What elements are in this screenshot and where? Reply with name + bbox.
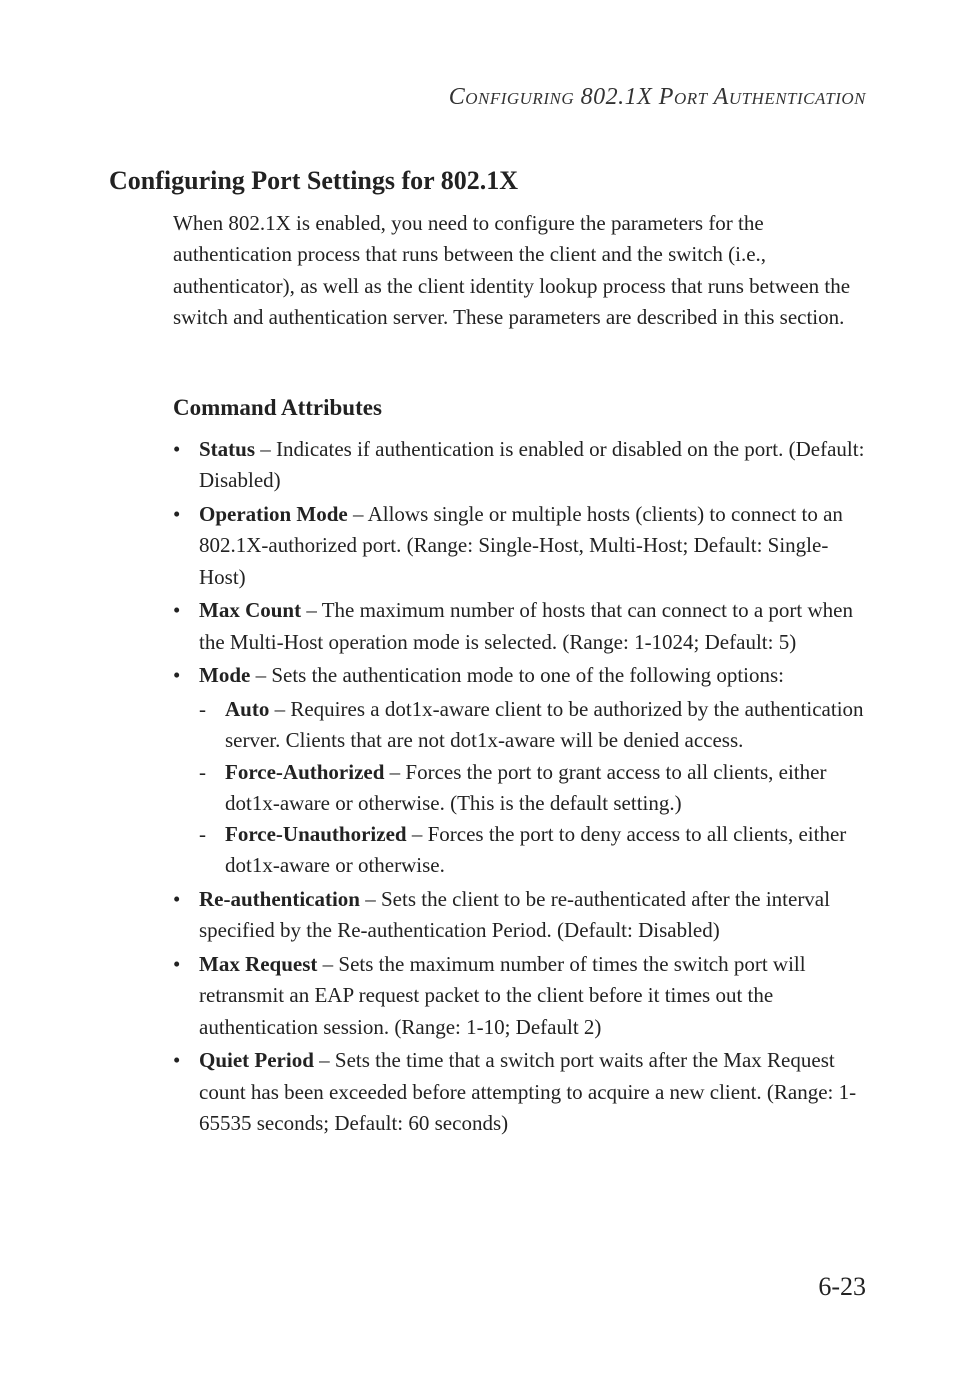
mode-option-auto: [199, 694, 873, 757]
running-header-authentication: UTHENTICATION: [728, 89, 866, 108]
option-term: Force-Unauthorized: [225, 822, 407, 847]
mode-option-force-authorized: [199, 757, 873, 820]
attribute-description: – Sets the time that a switch port waits after the Max Request count has been exceeded before attempting to acquire a new client. (Range: 1-65535 seconds; Default: 60 seconds): [199, 1048, 857, 1135]
running-header-initial-c: C: [448, 84, 466, 110]
attribute-re-authentication: [173, 884, 873, 947]
bullet-icon: •: [173, 663, 181, 688]
attribute-max-count: [173, 595, 873, 658]
attribute-term: Operation Mode: [199, 501, 348, 526]
command-attributes-heading: Command Attributes: [173, 395, 382, 420]
option-term: Force-Authorized: [225, 759, 385, 784]
running-header: [449, 84, 866, 111]
bullet-icon: •: [173, 437, 181, 461]
attribute-max-request: [173, 949, 873, 1043]
bullet-icon: •: [173, 952, 181, 977]
intro-paragraph: When 802.1X is enabled, you need to configure the parameters for the authentication process that runs between the client and the switch (i.e., authenticator), as well as the client identity lookup process that runs between the switch and authentication server. These parameters are described in this section.: [173, 211, 851, 329]
attribute-term: Quiet Period: [199, 1048, 314, 1073]
dash-icon: -: [199, 822, 206, 847]
attribute-term: Mode: [199, 663, 251, 688]
bullet-icon: •: [173, 887, 181, 912]
bullet-icon: •: [173, 598, 181, 623]
attribute-quiet-period: [173, 1045, 873, 1139]
attribute-list: [173, 434, 873, 1142]
dash-icon: -: [199, 696, 206, 721]
section-title: Configuring Port Settings for 802.1X: [109, 166, 519, 195]
running-header-802-1x: 802.1X: [580, 84, 653, 110]
page-number: 6-23: [818, 1272, 866, 1301]
mode-options-list: [199, 694, 873, 882]
attribute-description: – Sets the authentication mode to one of the following options:: [250, 663, 784, 688]
attribute-operation-mode: [173, 499, 873, 593]
attribute-description: – Indicates if authentication is enabled or disabled on the port. (Default: Disabled): [199, 437, 865, 493]
dash-icon: -: [199, 759, 206, 784]
attribute-description: – Sets the client to be re-authenticated after the interval specified by the Re-authentication Period. (Default: Disabled): [199, 887, 830, 943]
attribute-mode: [173, 660, 873, 881]
running-header-initial-a: A: [713, 84, 729, 110]
attribute-description: – Allows single or multiple hosts (clients) to connect to an 802.1X-authorized port. (Range: Single-Host, Multi-Host; Default: Single-Host): [199, 501, 843, 589]
bullet-icon: •: [173, 501, 181, 526]
attribute-description: – The maximum number of hosts that can connect to a port when the Multi-Host operation mode is selected. (Range: 1-1024; Default: 5): [199, 598, 853, 654]
attribute-status: [173, 434, 873, 497]
attribute-description: – Sets the maximum number of times the switch port will retransmit an EAP request packet to the client before it times out the authentication session. (Range: 1-10; Default 2): [199, 952, 806, 1039]
option-description: – Requires a dot1x-aware client to be authorized by the authentication server. Clients that are not dot1x-aware will be denied access.: [225, 696, 864, 753]
option-description: – Forces the port to deny access to all clients, either dot1x-aware or otherwise.: [225, 822, 847, 878]
attribute-term: Status: [199, 437, 256, 461]
option-term: Auto: [225, 696, 270, 721]
running-header-initial-p: P: [658, 84, 674, 110]
attribute-term: Max Request: [199, 952, 318, 977]
attribute-term: Max Count: [199, 598, 302, 623]
running-header-configuring: ONFIGURING: [465, 89, 575, 108]
bullet-icon: •: [173, 1048, 181, 1073]
option-description: – Forces the port to grant access to all clients, either dot1x-aware or otherwise. (This is the default setting.): [225, 759, 827, 815]
mode-option-force-unauthorized: [199, 819, 873, 882]
running-header-port: ORT: [673, 89, 708, 108]
attribute-term: Re-authentication: [199, 887, 360, 912]
